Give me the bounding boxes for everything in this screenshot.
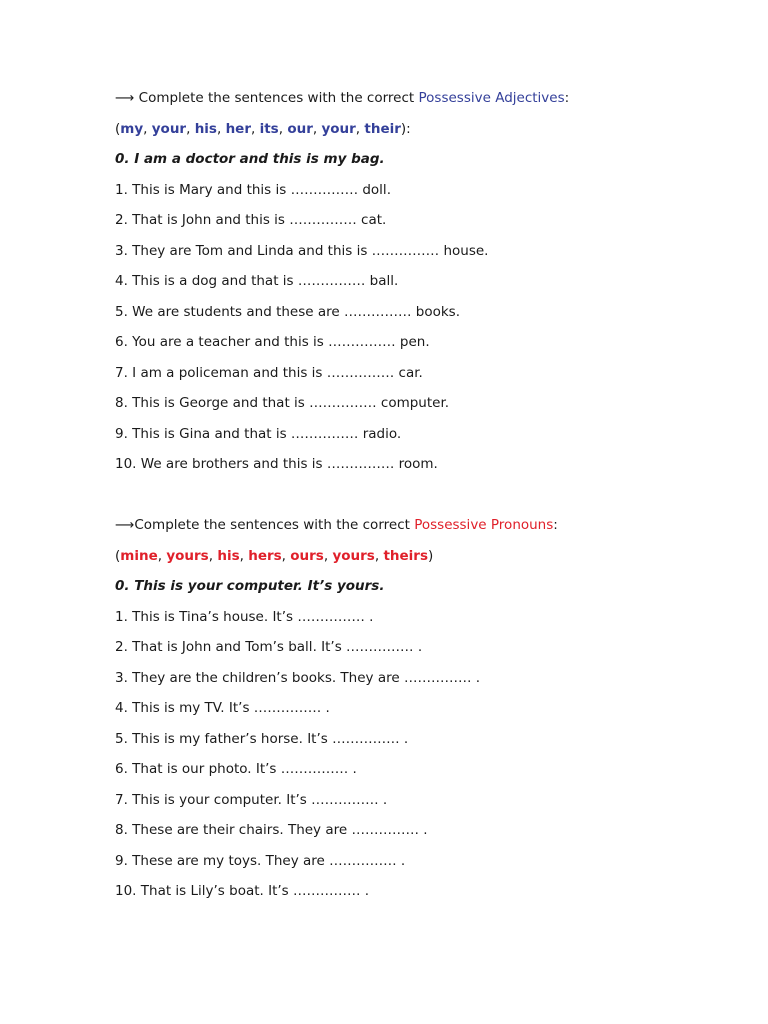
- exercise-item: 5. We are students and these are …………… books.: [115, 303, 461, 320]
- arrow-icon: ⟶: [115, 517, 135, 533]
- instruction-text: Complete the sentences with the correct: [134, 90, 419, 106]
- instruction-keyword: Possessive Pronouns: [414, 517, 554, 533]
- instruction-colon: :: [553, 517, 558, 533]
- word-item: hers: [248, 547, 282, 564]
- word-item: yours: [332, 547, 375, 564]
- word-item: our: [287, 120, 313, 137]
- section-possessive-adjectives: [115, 86, 735, 483]
- word-item: yours: [166, 547, 209, 564]
- exercise-item: 1. This is Tina’s house. It’s …………… .: [115, 608, 374, 625]
- word-item: mine: [120, 547, 158, 564]
- exercise-item: 10. That is Lily’s boat. It’s …………… .: [115, 883, 370, 899]
- exercise-item: 6. That is our photo. It’s …………… .: [115, 761, 357, 777]
- word-item: your: [321, 120, 356, 137]
- instruction-text: Complete the sentences with the correct: [134, 517, 415, 533]
- example-sentence: 0. I am a doctor and this is my bag.: [115, 151, 385, 167]
- exercise-item: 3. They are Tom and Linda and this is …………… house.: [115, 242, 489, 259]
- word-item: their: [364, 120, 401, 137]
- word-item: her: [225, 120, 251, 137]
- arrow-icon: ⟶: [115, 90, 135, 106]
- exercise-item: 8. These are their chairs. They are …………… .: [115, 822, 428, 838]
- exercise-item: 8. This is George and that is …………… computer.: [115, 395, 450, 411]
- word-item: my: [120, 120, 144, 137]
- exercise-item: 2. That is John and Tom’s ball. It’s …………… .: [115, 639, 423, 655]
- instruction-line: [115, 513, 735, 544]
- instruction-line: [115, 86, 735, 117]
- word-list-close: ): [427, 547, 434, 564]
- exercise-item: 7. I am a policeman and this is …………… car.: [115, 364, 423, 381]
- section-possessive-pronouns: [115, 513, 735, 910]
- exercise-item: 6. You are a teacher and this is …………… pen.: [115, 334, 430, 350]
- word-list: (mine, yours, his, hers, ours, yours, theirs): [115, 547, 434, 564]
- exercise-item: 7. This is your computer. It’s …………… .: [115, 791, 388, 808]
- exercise-item: 4. This is a dog and that is …………… ball.: [115, 273, 399, 289]
- word-item: your: [151, 120, 187, 137]
- instruction-keyword: Possessive Adjectives: [418, 90, 565, 106]
- word-item: theirs: [383, 547, 428, 564]
- exercise-item: 1. This is Mary and this is …………… doll.: [115, 181, 391, 198]
- word-item: ours: [290, 547, 324, 564]
- word-list-open: (: [115, 547, 121, 564]
- example-sentence: 0. This is your computer. It’s yours.: [115, 578, 385, 594]
- word-list: (my, your, his, her, its, our, your, their):: [115, 120, 411, 137]
- exercise-item: 3. They are the children’s books. They are …………… .: [115, 669, 481, 686]
- instruction-colon: :: [564, 90, 570, 106]
- word-item: its: [259, 120, 279, 137]
- exercise-item: 4. This is my TV. It’s …………… .: [115, 700, 330, 716]
- exercise-item: 9. This is Gina and that is …………… radio.: [115, 425, 402, 442]
- word-item: his: [194, 120, 217, 137]
- word-list-open: (: [115, 120, 121, 137]
- exercise-item: 9. These are my toys. They are …………… .: [115, 852, 406, 869]
- exercise-item: 2. That is John and this is …………… cat.: [115, 212, 387, 228]
- word-item: his: [217, 547, 240, 564]
- word-list-close: ):: [400, 120, 411, 137]
- exercise-item: 5. This is my father’s horse. It’s …………… .: [115, 730, 409, 747]
- exercise-item: 10. We are brothers and this is …………… room.: [115, 456, 438, 472]
